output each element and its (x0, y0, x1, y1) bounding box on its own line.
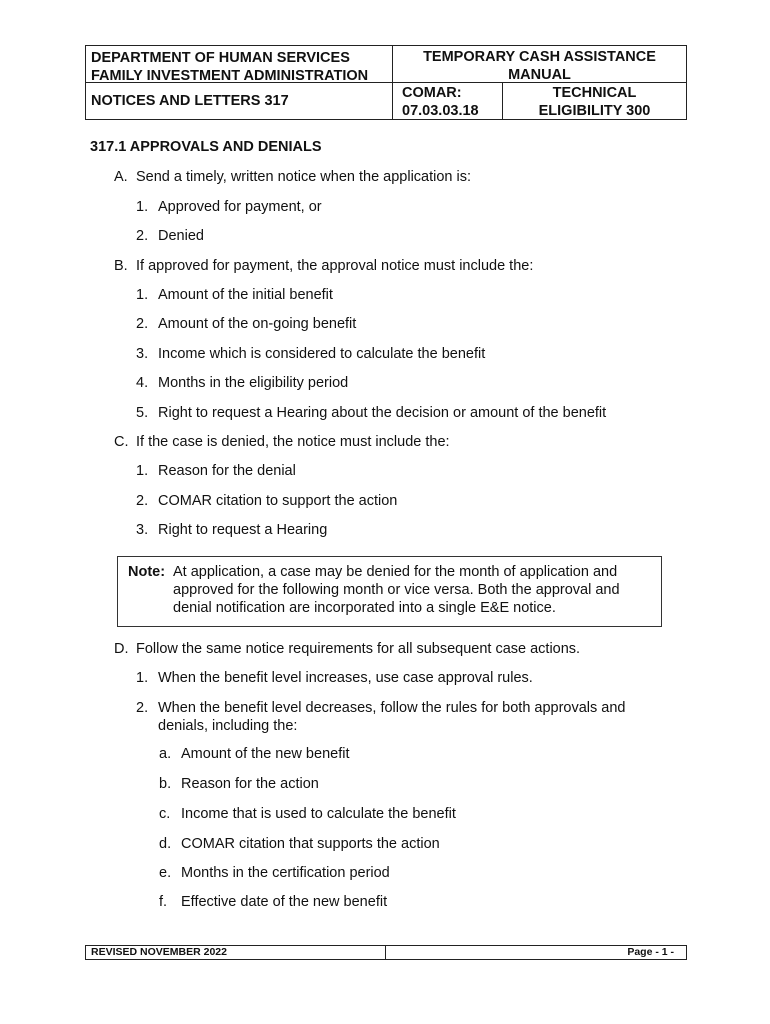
list-item-text-line2: denials, including the: (158, 718, 298, 734)
list-item-text: Effective date of the new benefit (181, 894, 388, 910)
list-item-text: Right to request a Hearing about the decision or amount of the benefit (158, 405, 607, 421)
list-marker: 4. (136, 375, 149, 391)
list-marker: D. (114, 641, 129, 657)
list-item-b3 (136, 345, 676, 363)
list-marker: a. (159, 746, 172, 762)
list-item-a (114, 168, 674, 186)
technical-line1: TECHNICAL (552, 85, 637, 101)
list-item-d2c (159, 805, 659, 823)
header-table (85, 45, 687, 120)
footer-table (85, 945, 687, 960)
list-marker: 1. (136, 199, 149, 215)
list-item-text: Right to request a Hearing (158, 522, 328, 538)
list-item-text: When the benefit level increases, use case approval rules. (158, 670, 533, 686)
header-comar-cell (393, 83, 503, 119)
note-text-line1: At application, a case may be denied for the month of application and (173, 564, 618, 580)
list-marker: d. (159, 836, 172, 852)
list-item-c3 (136, 521, 676, 539)
manual-title-line2: MANUAL (508, 67, 571, 83)
list-item-text: Amount of the new benefit (181, 746, 350, 762)
list-item-b1 (136, 286, 676, 304)
list-item-d2e (159, 864, 659, 882)
note-text-line3: denial notification are incorporated into a single E&E notice. (173, 600, 556, 616)
technical-line2: ELIGIBILITY 300 (538, 103, 651, 119)
list-item-text: Reason for the denial (158, 463, 296, 479)
list-item-text: Follow the same notice requirements for all subsequent case actions. (136, 641, 581, 657)
list-item-b2 (136, 315, 676, 333)
note-text-line2: approved for the following month or vice versa. Both the approval and (173, 582, 620, 598)
list-marker: b. (159, 776, 172, 792)
list-marker: c. (159, 806, 171, 822)
header-technical-cell (503, 83, 686, 119)
list-marker: 1. (136, 670, 149, 686)
list-item-b (114, 257, 674, 275)
list-item-text: Amount of the initial benefit (158, 287, 333, 303)
comar-value: 07.03.03.18 (402, 103, 479, 119)
list-marker: 2. (136, 228, 149, 244)
list-item-b4 (136, 374, 676, 392)
list-marker: 3. (136, 522, 149, 538)
list-item-text: Months in the certification period (181, 865, 390, 881)
header-section-cell (86, 83, 393, 119)
list-marker: f. (159, 894, 168, 910)
list-marker: A. (114, 169, 128, 185)
list-item-text: Approved for payment, or (158, 199, 322, 215)
administration-name: FAMILY INVESTMENT ADMINISTRATION (91, 68, 369, 84)
list-item-d2f (159, 893, 659, 911)
list-item-text: Income which is considered to calculate the benefit (158, 346, 486, 362)
list-item-text: If the case is denied, the notice must include the: (136, 434, 450, 450)
list-item-text: Send a timely, written notice when the application is: (136, 169, 472, 185)
list-item-text: Months in the eligibility period (158, 375, 349, 391)
list-marker: 2. (136, 700, 149, 716)
section-heading: 317.1 APPROVALS AND DENIALS (90, 139, 322, 155)
comar-label: COMAR: (402, 85, 462, 101)
list-marker: B. (114, 258, 128, 274)
department-name: DEPARTMENT OF HUMAN SERVICES (91, 50, 350, 66)
list-item-text: COMAR citation to support the action (158, 493, 398, 509)
note-box (117, 556, 662, 627)
list-item-text: COMAR citation that supports the action (181, 836, 440, 852)
list-item-d2 (136, 699, 676, 735)
list-marker: 3. (136, 346, 149, 362)
list-item-c1 (136, 462, 676, 480)
list-marker: 1. (136, 463, 149, 479)
list-marker: 5. (136, 405, 149, 421)
list-item-a1 (136, 198, 676, 216)
list-item-d2b (159, 775, 659, 793)
manual-title-line1: TEMPORARY CASH ASSISTANCE (423, 49, 656, 65)
list-marker: 2. (136, 316, 149, 332)
header-department-cell (86, 46, 393, 83)
list-item-a2 (136, 227, 676, 245)
page-number: Page - 1 - (627, 946, 674, 958)
list-marker: 1. (136, 287, 149, 303)
list-item-d2d (159, 835, 659, 853)
list-item-d2a (159, 745, 659, 763)
list-marker: 2. (136, 493, 149, 509)
list-item-text: If approved for payment, the approval notice must include the: (136, 258, 534, 274)
list-marker: e. (159, 865, 172, 881)
list-item-b5 (136, 404, 676, 422)
list-item-d (114, 640, 674, 658)
header-manual-cell (393, 46, 686, 83)
list-item-c (114, 433, 674, 451)
list-item-text: Denied (158, 228, 204, 244)
revision-date: REVISED NOVEMBER 2022 (91, 946, 386, 959)
list-marker: C. (114, 434, 129, 450)
list-item-d1 (136, 669, 676, 687)
note-label: Note: (128, 564, 166, 580)
list-item-text: Amount of the on-going benefit (158, 316, 357, 332)
list-item-c2 (136, 492, 676, 510)
list-item-text-line1: When the benefit level decreases, follow the rules for both approvals and (158, 700, 626, 716)
list-item-text: Reason for the action (181, 776, 319, 792)
section-name: NOTICES AND LETTERS 317 (91, 93, 289, 109)
list-item-text: Income that is used to calculate the benefit (181, 806, 456, 822)
